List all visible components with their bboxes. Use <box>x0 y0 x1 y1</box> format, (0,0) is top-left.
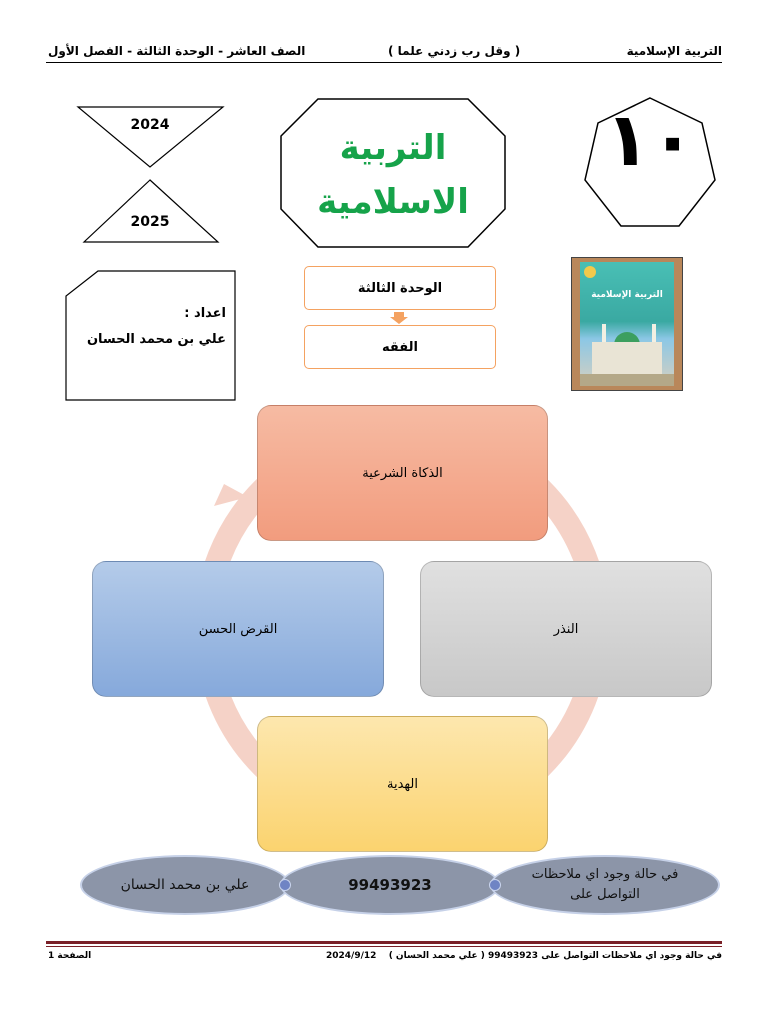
unit-label: الوحدة الثالثة <box>357 280 443 296</box>
title-line-2: الاسلامية <box>317 182 469 222</box>
contact-phone: 99493923 <box>348 876 432 894</box>
title-line-1: التربية <box>339 128 447 168</box>
footer-note: في حالة وجود اي ملاحظات التواصل على 99493923 ( علي محمد الحسان ) <box>388 951 722 961</box>
title-octagon <box>281 99 505 247</box>
connector-dot-icon <box>279 879 291 891</box>
prepared-by-name: علي بن محمد الحسان <box>86 332 226 347</box>
book-cover-title: التربية الإسلامية <box>591 290 663 300</box>
book-cover-image <box>571 257 683 391</box>
footer-rule-thick <box>46 941 722 944</box>
cycle-box-qard <box>92 561 384 697</box>
year-triangle-up <box>84 180 218 242</box>
contact-phone-oval <box>280 855 500 915</box>
unit-box <box>304 266 496 310</box>
footer-date: 2024/9/12 <box>326 951 377 961</box>
cycle-box-nadhr <box>420 561 712 697</box>
contact-note: في حالة وجود اي ملاحظات التواصل على <box>531 867 679 902</box>
cycle-label-right: النذر <box>553 621 579 637</box>
cycle-box-zakat <box>257 405 548 541</box>
prepared-by-label: اعداد : <box>184 306 226 321</box>
year-end: 2025 <box>130 214 170 230</box>
topic-box <box>304 325 496 369</box>
book-badge-icon <box>584 266 596 278</box>
year-triangle-down <box>78 107 223 167</box>
cycle-label-bottom: الهدية <box>387 776 418 792</box>
contact-name-oval <box>80 855 290 915</box>
cycle-label-top: الذكاة الشرعية <box>362 465 443 481</box>
connector-dot-icon <box>489 879 501 891</box>
footer-rule-thin <box>46 946 722 947</box>
topic-label: الفقه <box>382 339 418 355</box>
header-subject: التربية الإسلامية <box>626 44 722 58</box>
book-ground <box>580 374 674 386</box>
cycle-box-hadiya <box>257 716 548 852</box>
footer-page-number: الصفحة 1 <box>48 951 92 961</box>
mosque-icon <box>592 342 662 376</box>
header-class-info: الصف العاشر - الوحدة الثالثة - الفصل الأول <box>48 44 306 58</box>
year-start: 2024 <box>130 117 170 133</box>
contact-note-oval <box>490 855 720 915</box>
header-motto: ( وقل رب زدني علما ) <box>388 44 521 58</box>
cycle-label-left: القرض الحسن <box>198 621 278 637</box>
contact-name: علي بن محمد الحسان <box>120 877 250 893</box>
unit-arrow-icon <box>390 312 408 324</box>
grade-numeral: ١٠ <box>604 97 696 183</box>
